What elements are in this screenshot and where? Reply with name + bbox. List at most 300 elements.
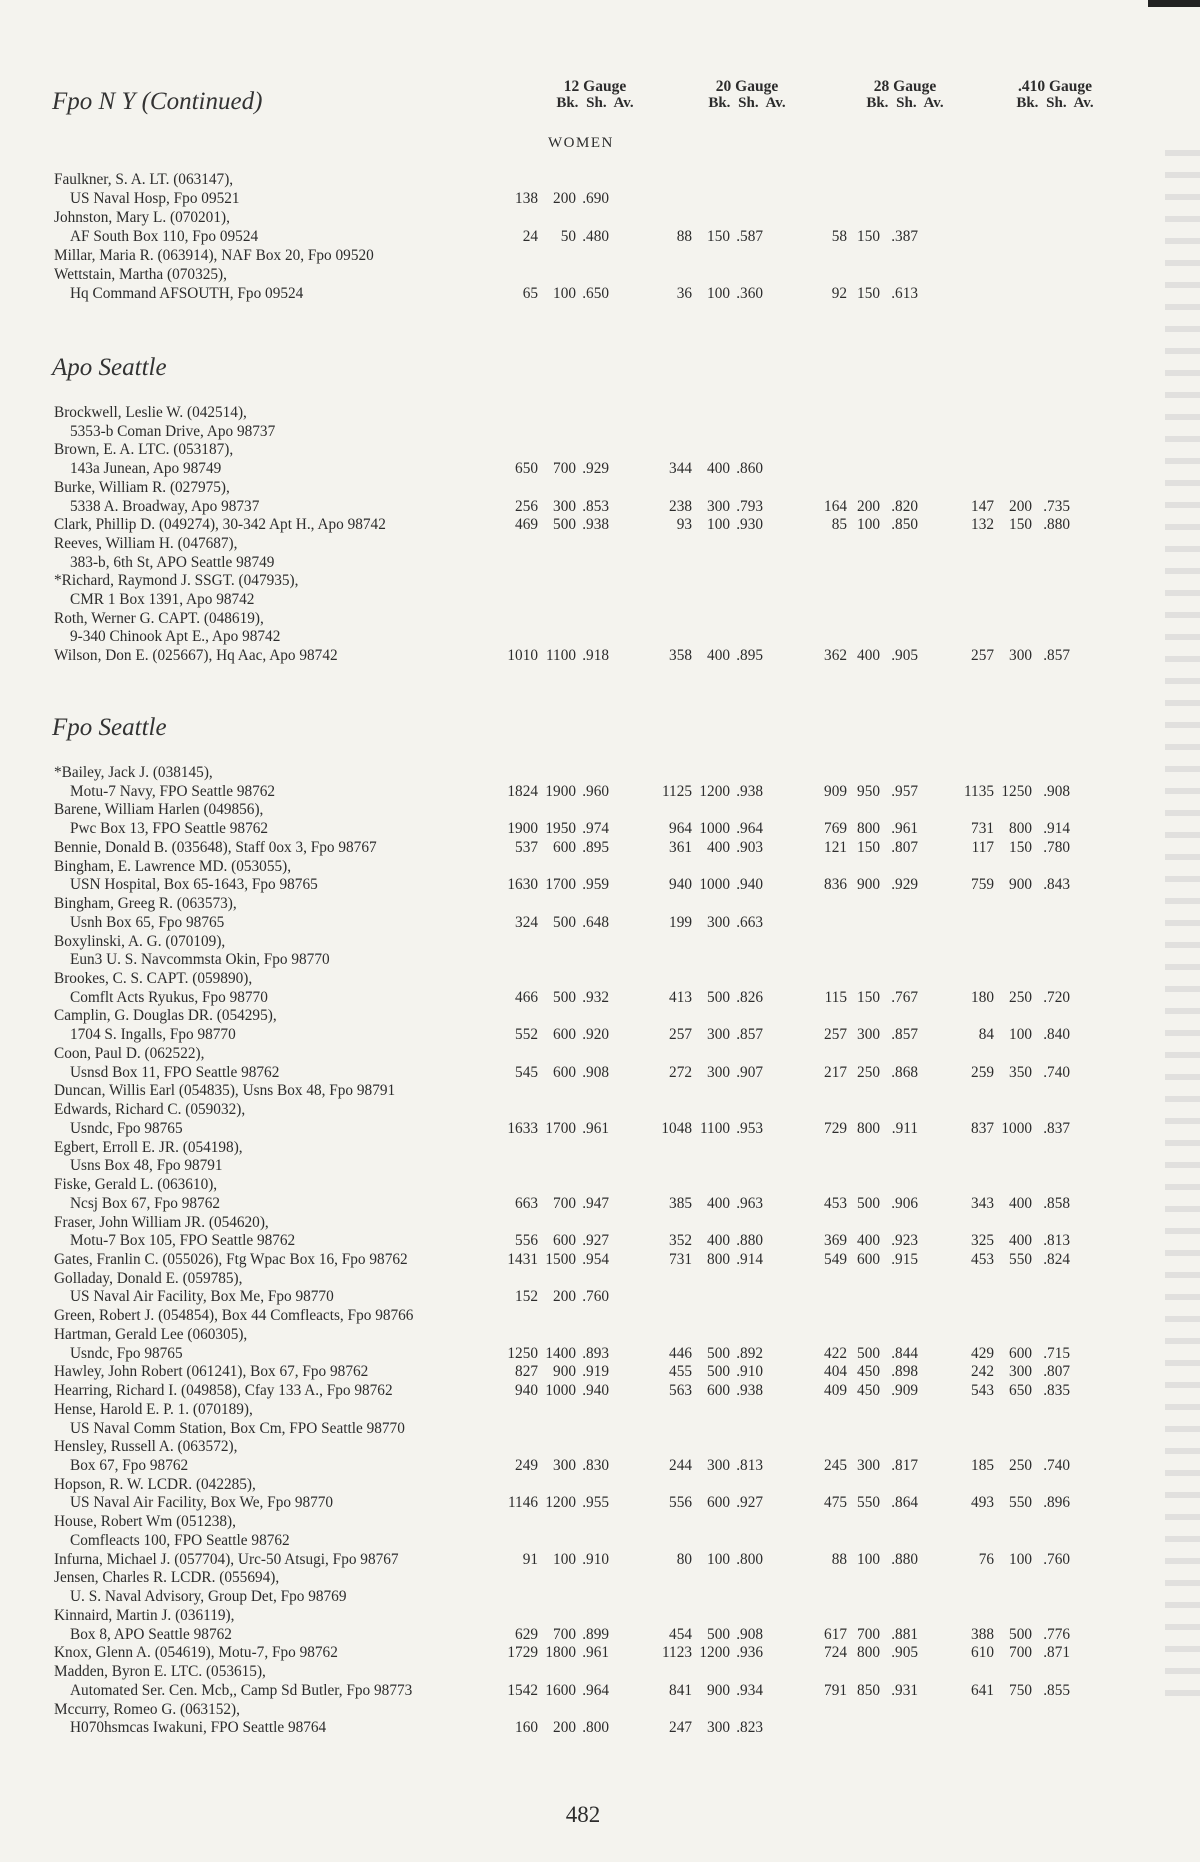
row-entry-text: Comflt Acts Ryukus, Fpo 98770 [70,988,268,1006]
score-cell: 300 [707,913,730,931]
score-cell: 543 [971,1382,994,1400]
gauge-410-header: .410 Gauge Bk. Sh. Av. [1016,78,1094,111]
score-cell: .715 [1043,1344,1070,1362]
score-cell: 940 [515,1382,538,1400]
score-cell: .959 [582,876,609,894]
row-entry-text: 1704 S. Ingalls, Fpo 98770 [70,1026,236,1044]
row-entry-text: Usndc, Fpo 98765 [70,1344,183,1362]
score-cell: 200 [857,497,880,515]
score-cell: 244 [669,1457,692,1474]
score-cell: 600 [553,1232,576,1250]
score-cell: 115 [824,988,847,1006]
score-cell: .855 [1043,1681,1070,1699]
table-row [0,988,1200,1007]
row-entry-text: Millar, Maria R. (063914), NAF Box 20, Fpo 09520 [54,247,374,264]
score-cell: 324 [515,913,538,931]
score-cell: .871 [1043,1644,1070,1662]
score-cell: .964 [582,1681,609,1699]
score-cell: 400 [857,1232,880,1250]
score-cell: .850 [891,516,918,534]
row-entry-text: Golladay, Donald E. (059785), [54,1269,243,1287]
score-cell: 700 [553,1194,576,1212]
score-cell: .953 [736,1119,763,1137]
row-entry-text: Camplin, G. Douglas DR. (054295), [54,1007,277,1025]
table-row [0,1475,1200,1494]
row-entry-text: Wettstain, Martha (070325), [54,266,227,283]
row-entry-text: *Bailey, Jack J. (038145), [54,764,213,781]
score-cell: 88 [676,228,692,245]
table-row [0,763,1200,782]
score-cell: 150 [857,285,880,302]
score-cell: 1729 [507,1644,538,1662]
score-cell: 1600 [545,1681,576,1699]
score-cell: .895 [582,838,609,856]
gauge-28-header: 28 Gauge Bk. Sh. Av. [866,78,944,111]
score-cell: 1100 [545,647,576,665]
table-row [0,422,1200,441]
score-cell: .813 [1043,1232,1070,1250]
score-cell: .735 [1043,497,1070,515]
score-cell: .914 [736,1250,763,1268]
table-row [0,875,1200,894]
score-cell: 552 [515,1026,538,1044]
score-cell: 900 [1009,876,1032,894]
row-entry-text: Bingham, Greeg R. (063573), [54,895,237,913]
row-entry-text: *Richard, Raymond J. SSGT. (047935), [54,572,299,590]
score-cell: 500 [857,1344,880,1362]
table-row [0,838,1200,857]
score-cell: 800 [857,1644,880,1662]
table-row [0,1269,1200,1288]
score-cell: .387 [891,228,918,245]
score-cell: .892 [736,1344,763,1362]
women-subheading: WOMEN [548,135,614,151]
score-cell: 400 [707,647,730,665]
row-entry-text: Gates, Franlin C. (055026), Ftg Wpac Box 16, Fpo 98762 [54,1250,408,1268]
score-cell: 800 [1009,820,1032,838]
table-row [0,1681,1200,1700]
score-cell: .903 [736,838,763,856]
score-cell: 100 [707,1550,730,1568]
score-cell: 362 [824,647,847,665]
score-cell: 617 [824,1625,847,1643]
score-cell: 400 [857,647,880,665]
score-cell: 300 [707,497,730,515]
score-cell: .961 [582,1644,609,1662]
table-row [0,1400,1200,1419]
score-cell: .895 [736,647,763,665]
score-cell: 100 [553,285,576,302]
score-cell: .835 [1043,1382,1070,1400]
score-cell: 152 [515,1288,538,1306]
score-cell: 500 [707,988,730,1006]
score-cell: 450 [857,1382,880,1400]
section-title-fpo-seattle: Fpo Seattle [52,714,167,741]
table-header [0,78,1200,128]
score-cell: 475 [824,1494,847,1512]
table-row [0,246,1200,265]
table-row [0,1194,1200,1213]
score-cell: .936 [736,1644,763,1662]
score-cell: 121 [824,838,847,856]
score-cell: 455 [669,1363,692,1381]
table-row [0,1437,1200,1456]
table-row [0,1100,1200,1119]
table-row [0,1381,1200,1400]
score-cell: .826 [736,988,763,1006]
table-row [0,1531,1200,1550]
score-cell: 1824 [507,782,538,800]
score-cell: .853 [582,497,609,515]
row-entry-text: Johnston, Mary L. (070201), [54,209,230,226]
score-cell: 500 [707,1625,730,1643]
table-row [0,170,1200,189]
table-row [0,627,1200,646]
row-entry-text: US Naval Comm Station, Box Cm, FPO Seattle 98770 [70,1419,405,1437]
page-number: 482 [565,1802,601,1827]
row-entry-text: Burke, William R. (027975), [54,478,230,496]
score-cell: .923 [891,1232,918,1250]
score-cell: 147 [971,497,994,515]
score-cell: 138 [515,190,538,207]
score-cell: 385 [669,1194,692,1212]
row-entry-text: H070hsmcas Iwakuni, FPO Seattle 98764 [70,1719,327,1737]
row-entry-text: 9-340 Chinook Apt E., Apo 98742 [70,628,281,646]
table-row [0,1718,1200,1737]
score-cell: 1431 [507,1250,538,1268]
score-cell: 1900 [545,782,576,800]
score-cell: 24 [522,228,538,245]
row-entry-text: Jensen, Charles R. LCDR. (055694), [54,1569,280,1587]
score-cell: 343 [971,1194,994,1212]
score-cell: 549 [824,1250,847,1268]
score-cell: .919 [582,1363,609,1381]
row-entry-text: Automated Ser. Cen. Mcb,, Camp Sd Butler, Fpo 98773 [70,1681,413,1699]
score-cell: 650 [1009,1382,1032,1400]
score-cell: 247 [669,1719,692,1737]
table-row [0,284,1200,303]
score-cell: .927 [736,1494,763,1512]
score-cell: 1200 [699,1644,730,1662]
score-cell: 1010 [507,647,538,665]
score-cell: 1123 [661,1644,692,1662]
score-cell: 413 [669,988,692,1006]
table-row [0,534,1200,553]
score-cell: 256 [515,497,538,515]
score-cell: 1200 [699,782,730,800]
score-cell: .587 [736,228,763,245]
score-cell: 600 [1009,1344,1032,1362]
score-cell: .938 [736,1382,763,1400]
score-cell: .880 [1043,516,1070,534]
score-cell: .830 [582,1457,609,1474]
table-row [0,1362,1200,1381]
score-cell: 1630 [507,876,538,894]
score-cell: 352 [669,1232,692,1250]
score-cell: 1800 [545,1644,576,1662]
score-cell: 404 [824,1363,847,1381]
score-cell: .898 [891,1363,918,1381]
score-cell: .823 [736,1719,763,1737]
score-cell: .934 [736,1681,763,1699]
row-entry-text: Hense, Harold E. P. 1. (070189), [54,1400,253,1418]
table-row [0,403,1200,422]
score-cell: 76 [978,1550,994,1568]
score-cell: 909 [824,782,847,800]
table-row [0,1325,1200,1344]
score-cell: 1950 [545,820,576,838]
score-cell: 900 [553,1363,576,1381]
score-cell: .938 [736,782,763,800]
score-cell: .893 [582,1344,609,1362]
score-cell: 245 [824,1457,847,1474]
score-cell: 700 [553,460,576,478]
score-cell: .909 [891,1382,918,1400]
row-entry-text: Hawley, John Robert (061241), Box 67, Fpo 98762 [54,1363,369,1381]
score-cell: 950 [857,782,880,800]
score-cell: 242 [971,1363,994,1381]
score-cell: 257 [824,1026,847,1044]
score-cell: .690 [582,190,609,207]
row-entry-text: Eun3 U. S. Navcommsta Okin, Fpo 98770 [70,951,330,969]
score-cell: 550 [857,1494,880,1512]
score-cell: 300 [553,497,576,515]
row-entry-text: Coon, Paul D. (062522), [54,1044,205,1062]
score-cell: 900 [707,1681,730,1699]
score-cell: .960 [582,782,609,800]
table-row [0,440,1200,459]
score-cell: .843 [1043,876,1070,894]
row-entry-text: Knox, Glenn A. (054619), Motu-7, Fpo 98762 [54,1644,338,1662]
score-cell: 469 [515,516,538,534]
score-cell: 259 [971,1063,994,1081]
score-cell: .910 [582,1550,609,1568]
score-cell: 1700 [545,1119,576,1137]
score-cell: .932 [582,988,609,1006]
score-cell: .954 [582,1250,609,1268]
score-cell: 217 [824,1063,847,1081]
score-cell: 836 [824,876,847,894]
row-entry-text: Hq Command AFSOUTH, Fpo 09524 [70,285,304,302]
score-cell: .648 [582,913,609,931]
table-row [0,1512,1200,1531]
score-cell: 1250 [1001,782,1032,800]
score-cell: 1135 [963,782,994,800]
score-cell: 150 [707,228,730,245]
score-cell: 272 [669,1063,692,1081]
table-row [0,913,1200,932]
score-cell: .938 [582,516,609,534]
score-cell: 300 [1009,1363,1032,1381]
table-row [0,1550,1200,1569]
table-row [0,227,1200,246]
table-row [0,1700,1200,1719]
row-entry-text: Egbert, Erroll E. JR. (054198), [54,1138,243,1156]
score-cell: 1048 [661,1119,692,1137]
score-cell: 65 [522,285,538,302]
score-cell: .963 [736,1194,763,1212]
score-cell: .908 [1043,782,1070,800]
score-cell: 100 [707,516,730,534]
table-row [0,189,1200,208]
table-row [0,1063,1200,1082]
score-cell: .920 [582,1026,609,1044]
score-cell: 361 [669,838,692,856]
table-row [0,1306,1200,1325]
table-row [0,800,1200,819]
table-row [0,1119,1200,1138]
score-cell: .740 [1043,1457,1070,1474]
section-title-apo-seattle: Apo Seattle [52,354,167,381]
score-cell: 93 [676,516,692,534]
score-cell: 791 [824,1681,847,1699]
table-row [0,208,1200,227]
score-cell: 500 [553,988,576,1006]
row-entry-text: Bennie, Donald B. (035648), Staff 0ox 3, Fpo 98767 [54,838,377,856]
score-cell: 545 [515,1063,538,1081]
row-entry-text: Barene, William Harlen (049856), [54,801,264,819]
score-cell: .880 [891,1550,918,1568]
score-cell: 724 [824,1644,847,1662]
score-cell: .650 [582,285,609,302]
row-entry-text: USN Hospital, Box 65-1643, Fpo 98765 [70,876,318,894]
row-entry-text: Usnh Box 65, Fpo 98765 [70,913,225,931]
score-cell: 429 [971,1344,994,1362]
score-cell: 1100 [699,1119,730,1137]
row-entry-text: Edwards, Richard C. (059032), [54,1101,246,1119]
score-cell: 500 [553,913,576,931]
score-cell: .940 [736,876,763,894]
score-cell: 800 [857,820,880,838]
row-entry-text: Fiske, Gerald L. (063610), [54,1176,218,1194]
score-cell: 300 [707,1063,730,1081]
score-cell: .820 [891,497,918,515]
score-cell: 600 [553,838,576,856]
score-cell: 663 [515,1194,538,1212]
score-cell: 238 [669,497,692,515]
table-row [0,950,1200,969]
score-cell: 1000 [699,820,730,838]
score-cell: .947 [582,1194,609,1212]
score-cell: 500 [707,1344,730,1362]
score-cell: 300 [857,1026,880,1044]
score-cell: .858 [1043,1194,1070,1212]
row-entry-text: Box 67, Fpo 98762 [70,1457,189,1474]
score-cell: 300 [707,1457,730,1474]
score-cell: 180 [971,988,994,1006]
score-cell: 150 [857,988,880,1006]
score-cell: 100 [553,1550,576,1568]
table-row [0,1044,1200,1063]
score-cell: 1125 [661,782,692,800]
score-cell: 200 [553,1719,576,1737]
score-cell: .881 [891,1625,918,1643]
score-cell: .929 [582,460,609,478]
score-cell: 80 [676,1550,692,1568]
gauge-20-header: 20 Gauge Bk. Sh. Av. [708,78,786,111]
score-cell: 600 [707,1382,730,1400]
score-cell: 837 [971,1119,994,1137]
row-entry-text: Bingham, E. Lawrence MD. (053055), [54,857,292,875]
score-cell: 150 [857,228,880,245]
score-cell: 91 [522,1550,538,1568]
row-entry-text: US Naval Air Facility, Box We, Fpo 98770 [70,1494,334,1512]
table-row [0,478,1200,497]
score-cell: 400 [707,460,730,478]
score-cell: 1700 [545,876,576,894]
table-row [0,1493,1200,1512]
score-cell: 1000 [1001,1119,1032,1137]
row-entry-text: Hartman, Gerald Lee (060305), [54,1325,248,1343]
score-cell: .613 [891,285,918,302]
row-entry-text: Hopson, R. W. LCDR. (042285), [54,1475,256,1493]
score-cell: 1900 [507,820,538,838]
score-cell: 300 [1009,647,1032,665]
score-cell: 150 [1009,516,1032,534]
row-entry-text: 5338 A. Broadway, Apo 98737 [70,497,260,515]
table-row [0,1006,1200,1025]
table-row [0,1568,1200,1587]
score-cell: .931 [891,1681,918,1699]
score-cell: .907 [736,1063,763,1081]
score-cell: 1500 [545,1250,576,1268]
score-cell: 466 [515,988,538,1006]
table-row [0,515,1200,534]
score-cell: 556 [515,1232,538,1250]
table-row [0,1287,1200,1306]
score-cell: 150 [1009,838,1032,856]
score-cell: 400 [1009,1232,1032,1250]
table-row [0,1213,1200,1232]
score-cell: .807 [1043,1363,1070,1381]
table-row [0,1138,1200,1157]
table-row [0,497,1200,516]
score-cell: 1400 [545,1344,576,1362]
score-cell: .914 [1043,820,1070,838]
score-cell: 641 [971,1681,994,1699]
score-cell: 964 [669,820,692,838]
row-entry-text: Boxylinski, A. G. (070109), [54,932,226,950]
score-cell: .910 [736,1363,763,1381]
table-row [0,819,1200,838]
table-row [0,1419,1200,1438]
row-entry-text: Hearring, Richard I. (049858), Cfay 133 A., Fpo 98762 [54,1382,393,1400]
score-cell: 537 [515,838,538,856]
score-cell: 1000 [699,876,730,894]
row-entry-text: Kinnaird, Martin J. (036119), [54,1606,235,1624]
score-cell: .961 [891,820,918,838]
row-entry-text: US Naval Air Facility, Box Me, Fpo 98770 [70,1288,334,1306]
score-cell: 729 [824,1119,847,1137]
score-cell: 50 [560,228,576,245]
table-row [0,1175,1200,1194]
score-cell: 92 [831,285,847,302]
score-cell: .780 [1043,838,1070,856]
row-entry-text: Brookes, C. S. CAPT. (059890), [54,970,253,988]
score-cell: 1146 [507,1494,538,1512]
table-row [0,857,1200,876]
row-entry-text: Usndc, Fpo 98765 [70,1119,183,1137]
row-entry-text: Duncan, Willis Earl (054835), Usns Box 48, Fpo 98791 [54,1082,396,1100]
score-cell: 409 [824,1382,847,1400]
score-cell: 453 [971,1250,994,1268]
score-cell: 300 [553,1457,576,1474]
score-cell: .800 [736,1550,763,1568]
score-cell: 900 [857,876,880,894]
row-entry-text: CMR 1 Box 1391, Apo 98742 [70,591,255,608]
row-entry-text: AF South Box 110, Fpo 09524 [70,228,259,245]
score-cell: 117 [971,838,994,856]
